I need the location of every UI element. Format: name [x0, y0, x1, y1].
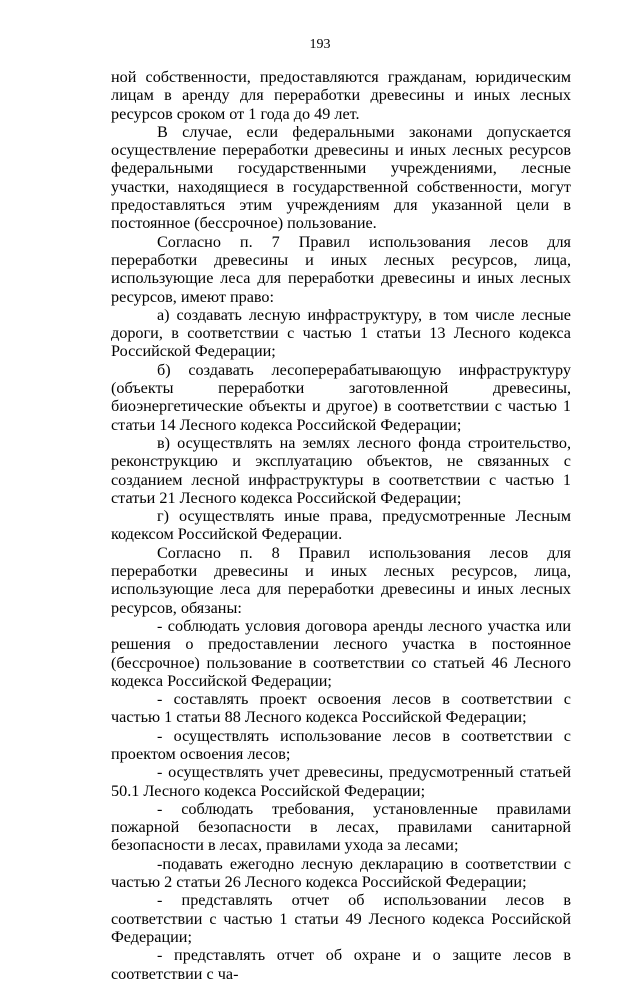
list-item: - осуществлять учет древесины, предусмотренный статьей 50.1 Лесного кодекса Российской Федерации;	[111, 763, 571, 800]
list-item: - соблюдать требования, установленные правилами пожарной безопасности в лесах, правилами санитарной безопасности в лесах, правилами ухода за лесами;	[111, 799, 571, 855]
page-number: 193	[309, 37, 331, 52]
list-item: - осуществлять использование лесов в соответствии с проектом освоения лесов;	[111, 726, 571, 763]
list-item: - представлять отчет об использовании лесов в соответствии с частью 1 статьи 49 Лесного кодекса Российской Федерации;	[111, 891, 571, 946]
paragraph: Согласно п. 8 Правил использования лесов для переработки древесины и иных лесных ресурсов, лица, использующие леса для переработки древесины и иных лесных ресурсов, обязаны:	[111, 543, 571, 617]
body-text	[111, 68, 571, 983]
paragraph: В случае, если федеральными законами допускается осуществление переработки древесины и иных лесных ресурсов федеральными государственными учреждениями, лесные участки, находящиеся в государственной собственности, могут предоставляться этим учреждениям для указанной цели в постоянное (бессрочное) пользование.	[111, 122, 571, 233]
list-item: - представлять отчет об охране и о защите лесов в соответствии с ча-	[111, 946, 571, 983]
list-item: - составлять проект освоения лесов в соответствии с частью 1 статьи 88 Лесного кодекса Российской Федерации;	[111, 690, 571, 727]
list-item: б) создавать лесоперерабатывающую инфраструктуру (объекты переработки заготовленной древесины, биоэнергетические объекты и другое) в соответствии с частью 1 статьи 14 Лесного кодекса Российской Федерации;	[111, 360, 571, 434]
list-item: а) создавать лесную инфраструктуру, в том числе лесные дороги, в соответствии с частью 1 статьи 13 Лесного кодекса Российской Федерации;	[111, 305, 571, 361]
paragraph: Согласно п. 7 Правил использования лесов для переработки древесины и иных лесных ресурсов, лица, использующие леса для переработки древесины и иных лесных ресурсов, имеют право:	[111, 232, 571, 306]
paragraph: ной собственности, предоставляются гражданам, юридическим лицам в аренду для переработки древесины и иных лесных ресурсов сроком от 1 года до 49 лет.	[111, 68, 571, 123]
list-item: - соблюдать условия договора аренды лесного участка или решения о предоставлении лесного участка в постоянное (бессрочное) пользование в соответствии со статьей 46 Лесного кодекса Российской Федерации;	[111, 616, 571, 690]
list-item: -подавать ежегодно лесную декларацию в соответствии с частью 2 статьи 26 Лесного кодекса Российской Федерации;	[111, 854, 571, 892]
list-item: г) осуществлять иные права, предусмотренные Лесным кодексом Российской Федерации.	[111, 507, 571, 544]
list-item: в) осуществлять на землях лесного фонда строительство, реконструкцию и эксплуатацию объектов, не связанных с созданием лесной инфраструктуры в соответствии с частью 1 статьи 21 Лесного кодекса Российской Федерации;	[111, 433, 571, 507]
